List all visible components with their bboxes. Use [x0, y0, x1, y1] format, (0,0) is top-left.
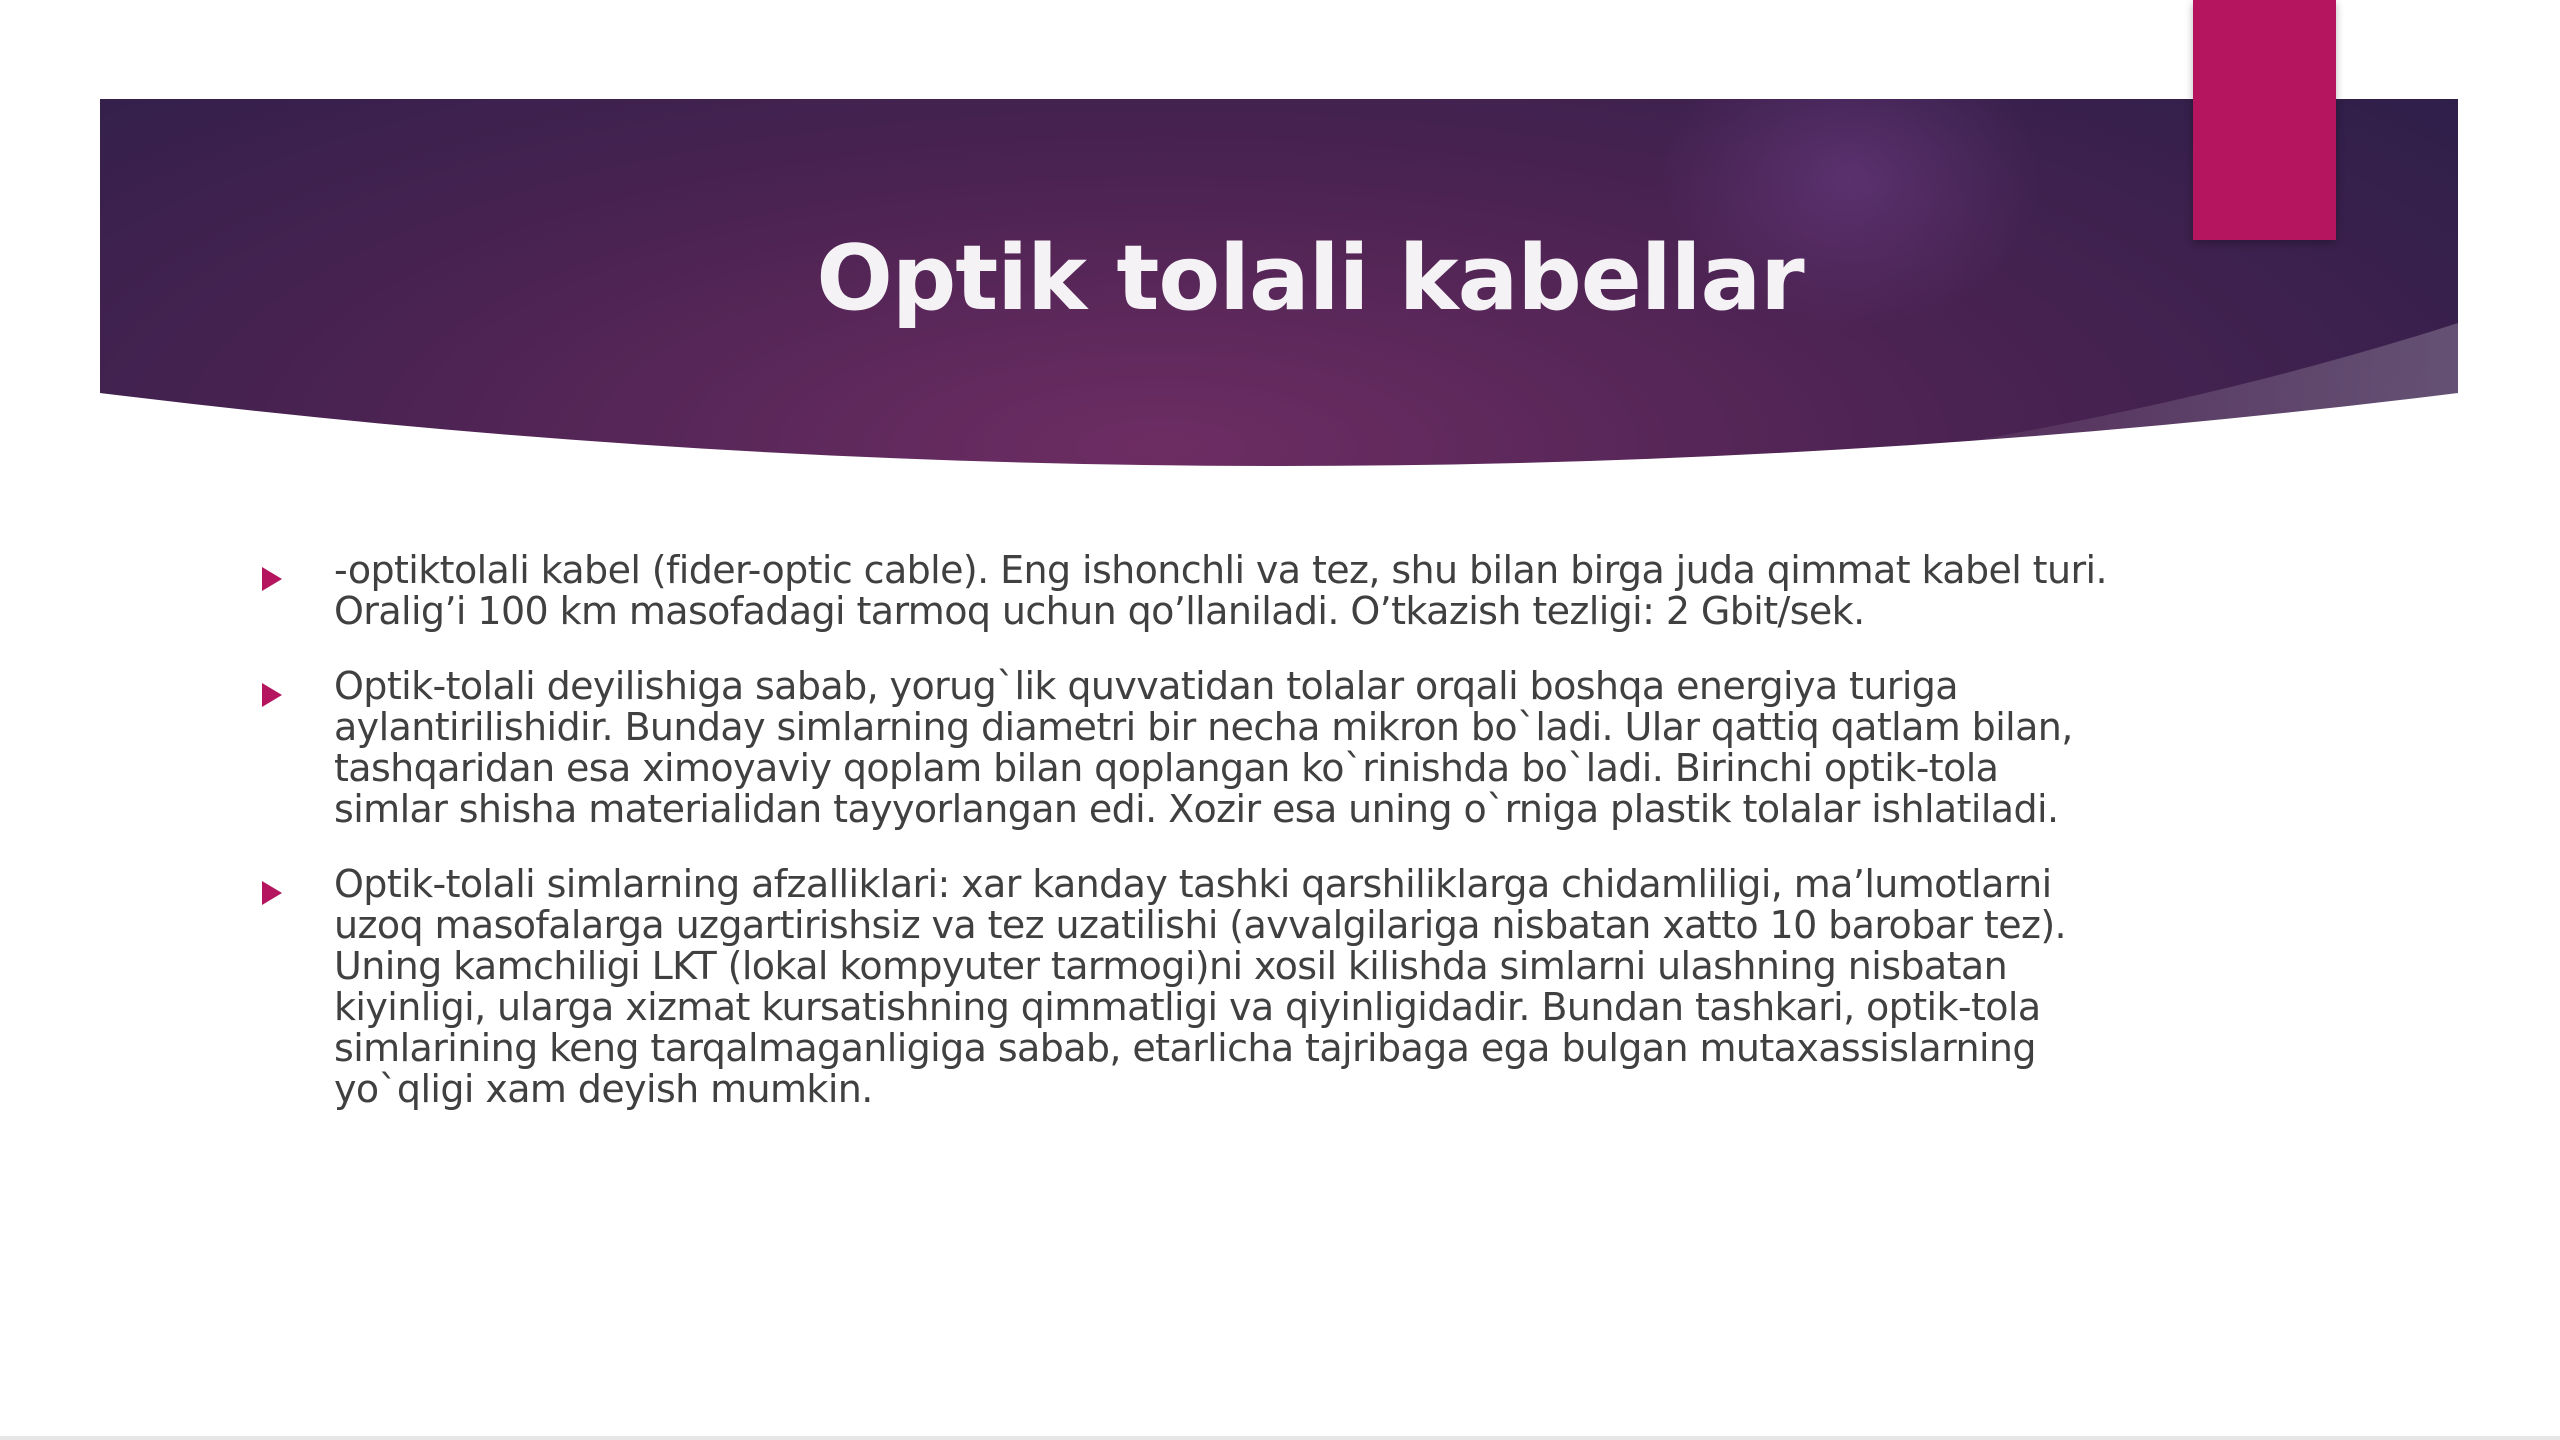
triangle-right-icon [262, 683, 282, 707]
accent-tab [2193, 0, 2336, 240]
bullet-item [262, 666, 2122, 830]
bottom-edge [0, 1436, 2560, 1440]
bullet-text: Optik-tolali simlarning afzalliklari: xar kanday tashki qarshiliklarga chidamliligi, ma’lumotlarni uzoq masofalarga uzgartirishsiz va tez uzatilishi (avvalgilariga nisbatan xatto 10 barobar tez). Uning kamchiligi LKT (lokal kompyuter tarmogi)ni xosil kilishda simlarni ulashning nisbatan kiyinligi, ularga xizmat kursatishning qimmatligi va qiyinligidadir. Bundan tashkari, optik-tola simlarining keng tarqalmaganligiga sabab, etarlicha tajribaga ega bulgan mutaxassislarning yo`qligi xam deyish mumkin. [334, 862, 2067, 1111]
triangle-right-icon [262, 881, 282, 905]
slide-title: Optik tolali kabellar [816, 226, 1804, 331]
bullet-text: Optik-tolali deyilishiga sabab, yorug`lik quvvatidan tolalar orqali boshqa energiya turiga aylantirilishidir. Bunday simlarning diametri bir necha mikron bo`ladi. Ular qattiq qatlam bilan, tashqaridan esa ximoyaviy qoplam bilan qoplangan ko`rinishda bo`ladi. Birinchi optik-tola simlar shisha materialidan tayyorlangan edi. Xozir esa uning o`rniga plastik tolalar ishlatiladi. [334, 664, 2073, 831]
bullet-text: -optiktolali kabel (fider-optic cable). Eng ishonchli va tez, shu bilan birga juda qimmat kabel turi. Oralig’i 100 km masofadagi tarmoq uchun qo’llaniladi. O’tkazish tezligi: 2 Gbit/sek. [334, 548, 2107, 633]
bullet-item [262, 550, 2122, 632]
triangle-right-icon [262, 567, 282, 591]
bullet-item [262, 864, 2122, 1110]
bullet-list [262, 550, 2122, 1144]
